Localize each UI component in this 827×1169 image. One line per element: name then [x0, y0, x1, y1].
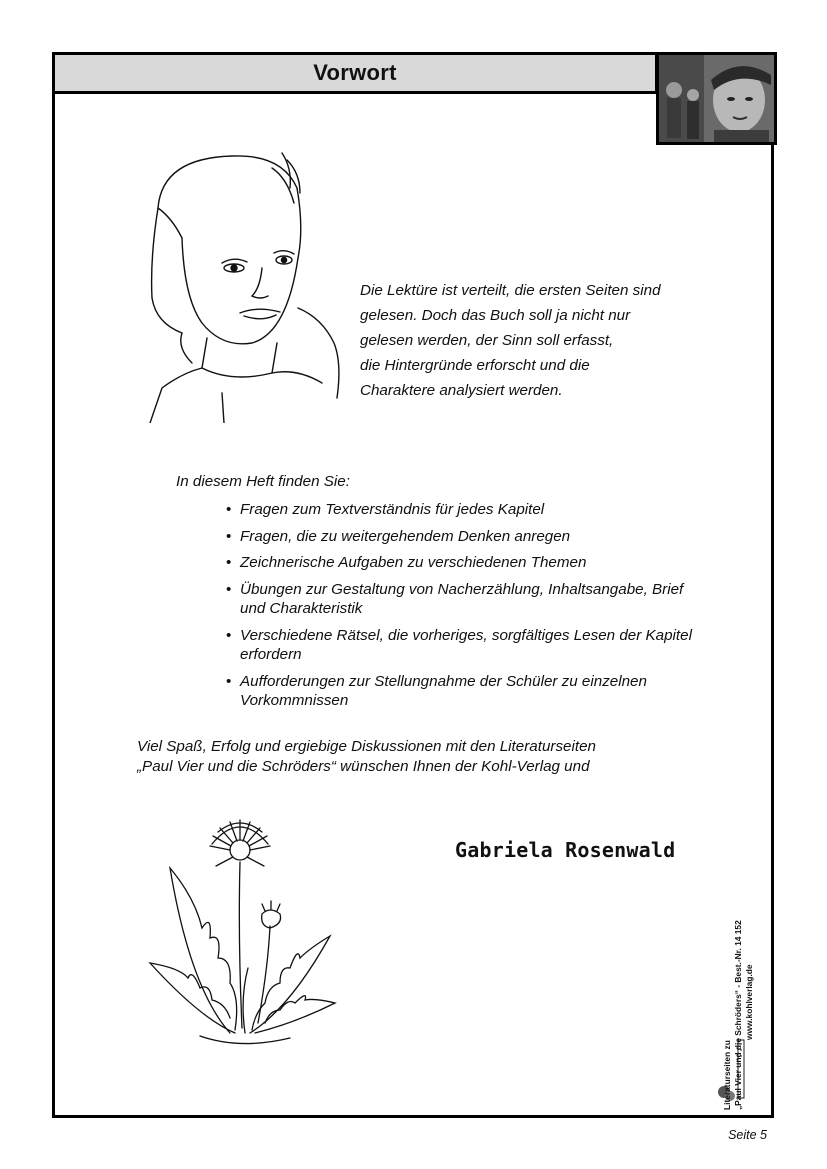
cover-photo-image — [659, 55, 774, 142]
title-bar — [52, 52, 658, 94]
closing-paragraph — [137, 737, 596, 777]
intro-line: Die Lektüre ist verteilt, die ersten Seiten sind — [360, 282, 661, 299]
author-signature: Gabriela Rosenwald — [455, 838, 676, 862]
publisher-url: www.kohlverlag.de — [744, 964, 754, 1040]
list-item: • Zeichnerische Aufgaben zu verschiedenen Themen — [226, 553, 696, 573]
page-title: Vorwort — [313, 60, 397, 85]
closing-line: „Paul Vier und die Schröders“ wünschen Ihnen der Kohl-Verlag und — [137, 758, 590, 775]
list-item: • Fragen zum Textverständnis für jedes Kapitel — [226, 500, 696, 520]
cover-photo — [656, 52, 777, 145]
list-item: • Verschiedene Rätsel, die vorheriges, sorgfältiges Lesen der Kapitel erfordern — [226, 626, 696, 665]
imprint-line-2: „Paul Vier und die Schröders“ - Best.-Nr. 14 152 — [733, 920, 743, 1110]
side-imprint — [722, 790, 755, 1110]
closing-line: Viel Spaß, Erfolg und ergiebige Diskussionen mit den Literaturseiten — [137, 738, 596, 755]
imprint-line-1: Literaturseiten zu — [722, 1040, 732, 1110]
intro-line: Charaktere analysiert werden. — [360, 382, 563, 399]
contents-intro: In diesem Heft finden Sie: — [176, 473, 350, 490]
intro-line: die Hintergründe erforscht und die — [360, 357, 590, 374]
boy-portrait-illustration — [122, 148, 352, 423]
intro-paragraph — [360, 278, 700, 403]
list-item: • Fragen, die zu weitergehendem Denken anregen — [226, 527, 696, 547]
dandelion-illustration — [140, 818, 340, 1053]
list-item: • Übungen zur Gestaltung von Nacherzählung, Inhaltsangabe, Brief und Charakteristik — [226, 580, 696, 619]
intro-line: gelesen. Doch das Buch soll ja nicht nur — [360, 307, 631, 324]
list-item: • Aufforderungen zur Stellungnahme der Schüler zu einzelnen Vorkommnissen — [226, 672, 696, 711]
intro-line: gelesen werden, der Sinn soll erfasst, — [360, 332, 614, 349]
contents-list — [226, 500, 696, 718]
page-number: Seite 5 — [728, 1128, 767, 1142]
